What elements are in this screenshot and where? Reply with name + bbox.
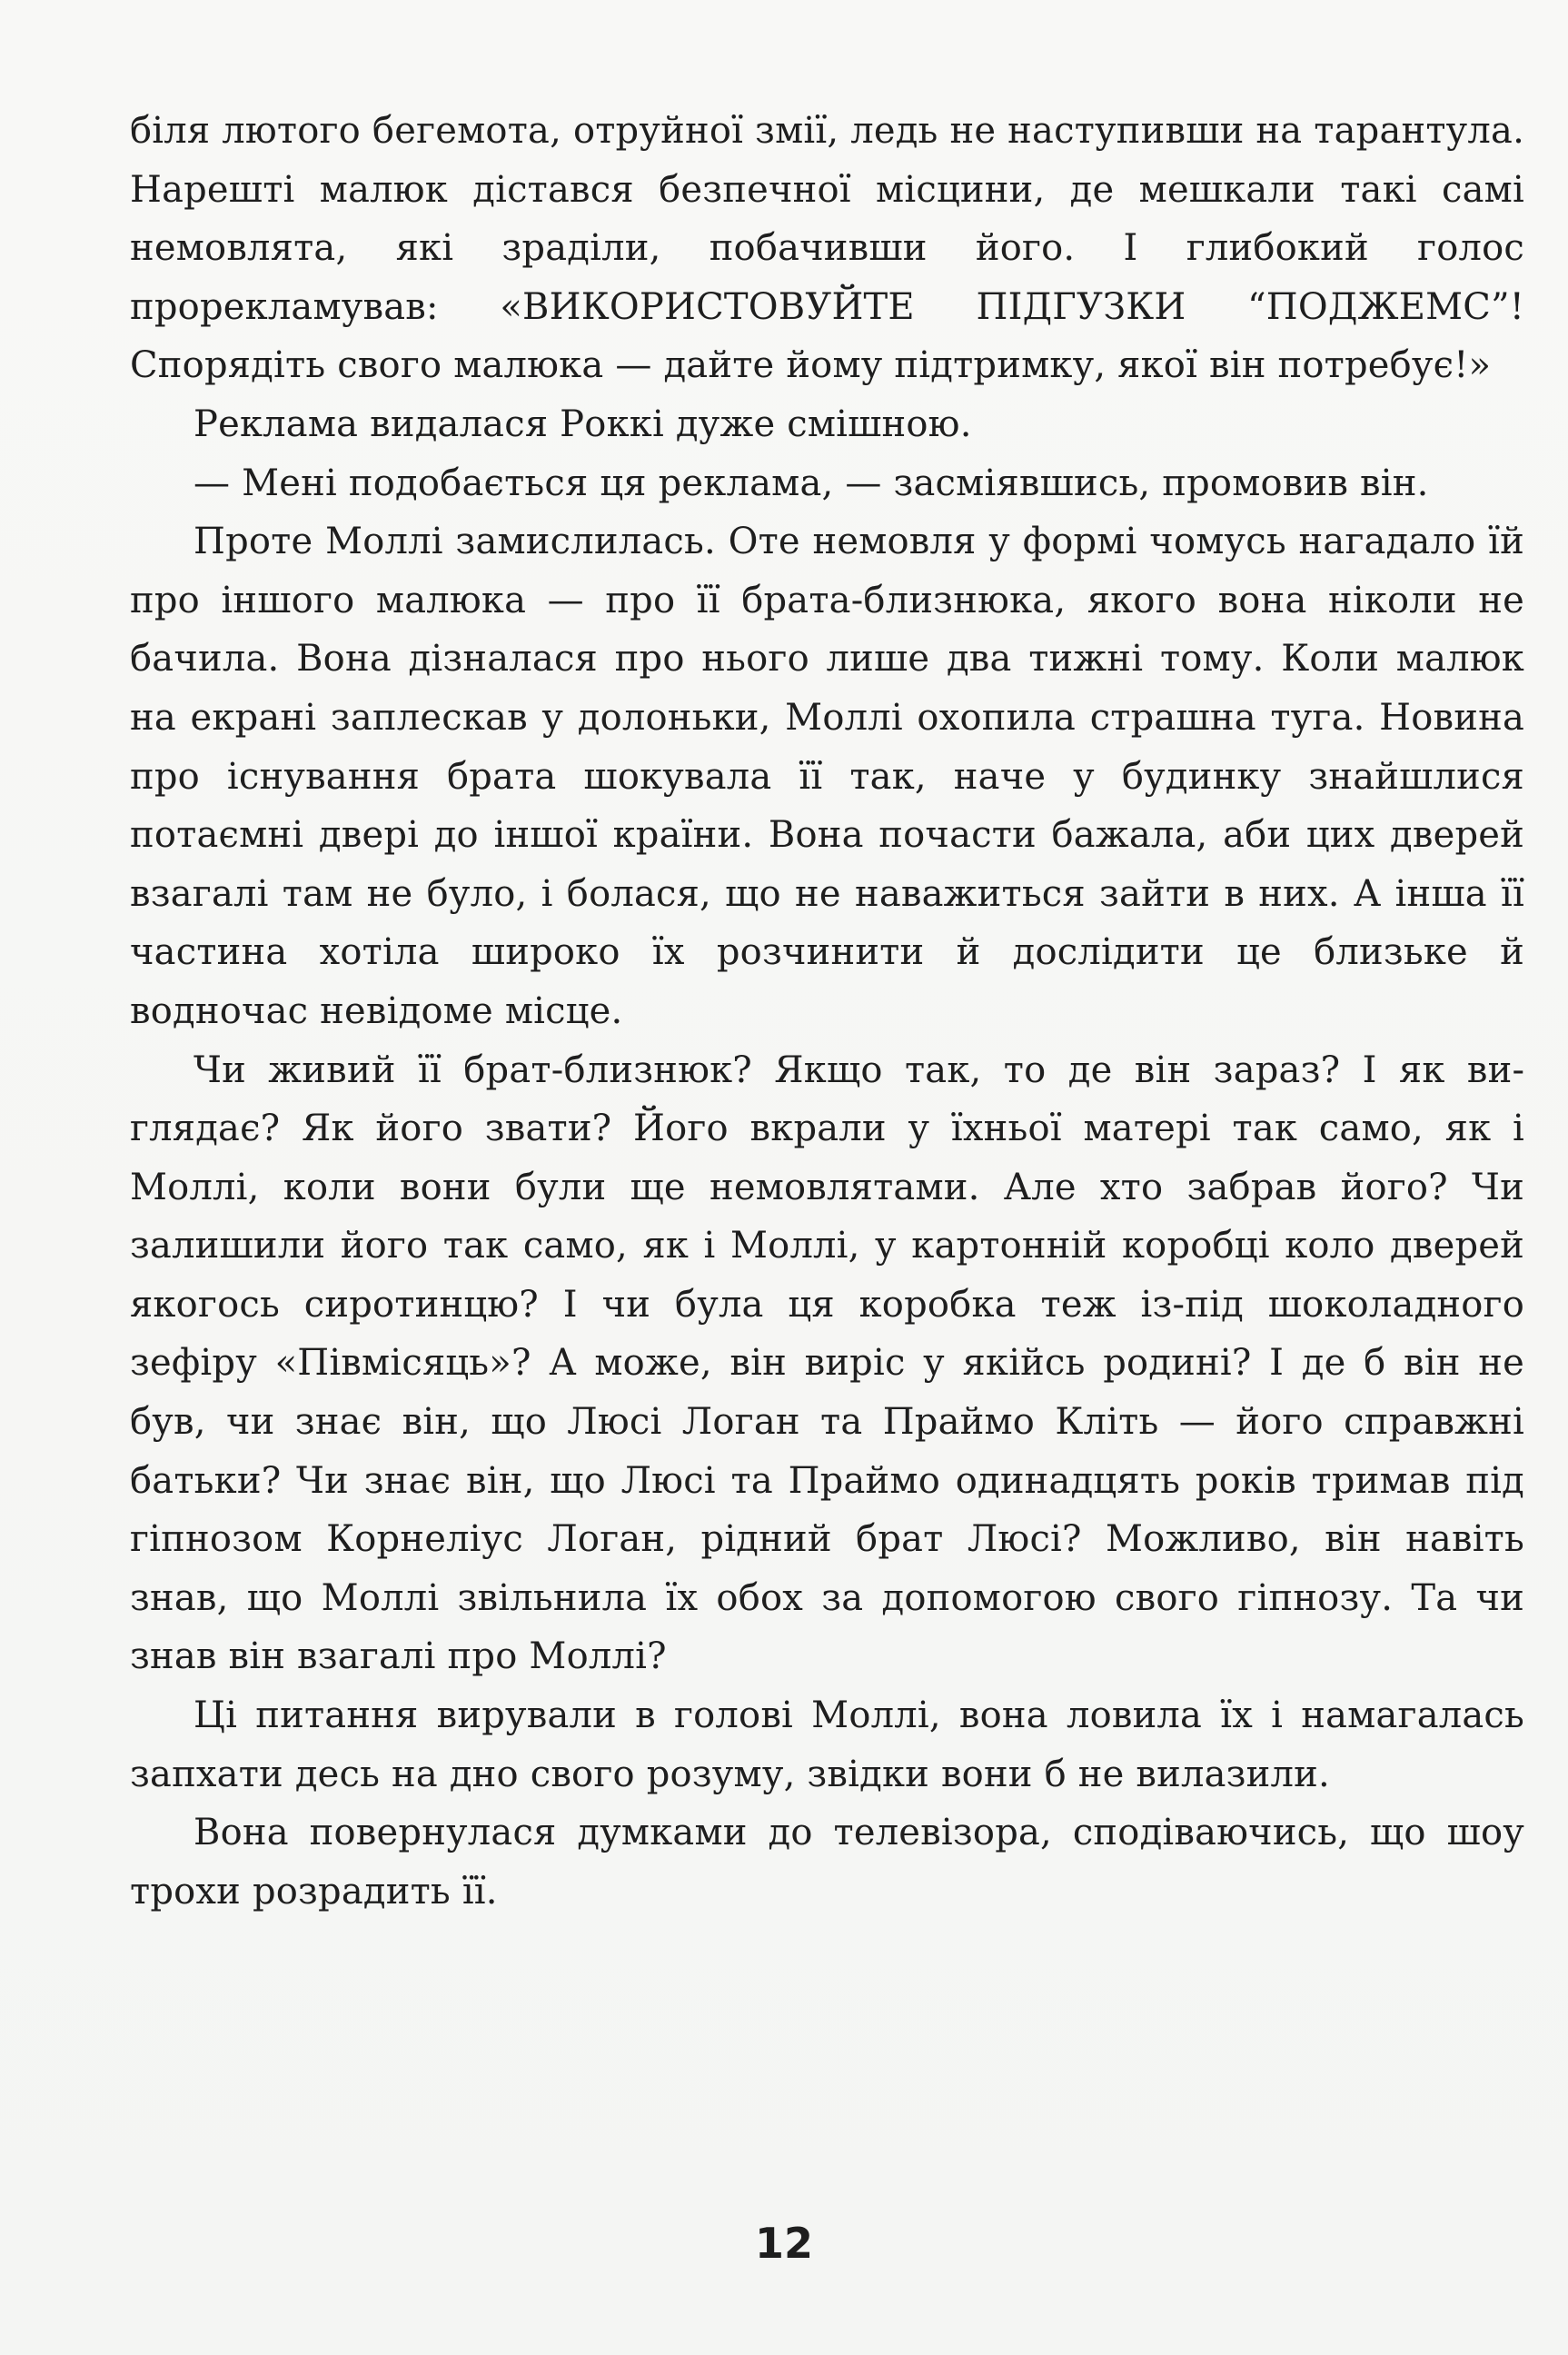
paragraph: Вона повернулася думками до телевізора, сподіваючись, що шоу трохи розрадить її.: [130, 1812, 1524, 1913]
paragraph: Проте Моллі замислилась. Оте немовля у формі чомусь нагадало їй про іншого малюка — про її брата-близнюка, якого вона ніколи не бачила. Вона дізналася про нього лише два тижні тому. Коли малюк на екрані заплескав у долоньки, Моллі охопила страшна туга. Новина про існування брата шокувала її так, наче у будинку знайшлися потаємні двері до іншої країни. Вона почасти бажала, аби цих дверей взагалі там не було, і болася, що не наважиться зайти в них. А інша її частина хотіла широко їх розчинити й дослідити це близьке й водночас невідоме місце.: [130, 521, 1524, 1032]
paragraph: Ці питання вирували в голові Моллі, вона ловила їх і намагалась запхати десь на дно свого розуму, звідки вони б не вилазили.: [130, 1694, 1524, 1795]
paragraph: Чи живий її брат-близнюк? Якщо так, то де він зараз? І як виглядає? Як його звати? Його вкрали у їхньої матері так само, як і Моллі, коли вони були ще немовлятами. Але хто забрав його? Чи залишили його так само, як і Моллі, у картонній коробці коло дверей якогось сиротинцю? І чи була ця коробка теж із-під шоколадного зефіру «Півмісяць»? А може, він виріс у якійсь родині? І де б він не був, чи знає він, що Люсі Логан та Праймо Кліть — його справжні батьки? Чи знає він, що Люсі та Праймо одинадцять років тримав під гіпнозом Корнеліус Логан, рідний брат Люсі? Можливо, він навіть знав, що Моллі звільнила їх обох за допомогою свого гіпнозу. Та чи знав він взагалі про Моллі?: [130, 1048, 1524, 1678]
paragraph: Реклама видалася Роккі дуже смішною.: [194, 402, 972, 445]
page-number: 12: [754, 2219, 813, 2268]
paragraph-continuation: біля лютого бегемота, отруйної змії, ледь не наступивши на тарантула. Нарешті малюк дістався безпечної місцини, де мешкали такі самі немовлята, які зраділи, побачивши його. І глибокий голос прорекламував: «ВИКОРИСТОВУЙТЕ ПІДГУЗКИ “ПОДЖЕМС”! Спорядіть свого малюка — дайте йому підтримку, якої він потребує!»: [130, 110, 1524, 387]
paragraph-dialogue: — Мені подобається ця реклама, — засміявшись, промовив він.: [194, 462, 1429, 504]
body-text: [130, 102, 1524, 1921]
